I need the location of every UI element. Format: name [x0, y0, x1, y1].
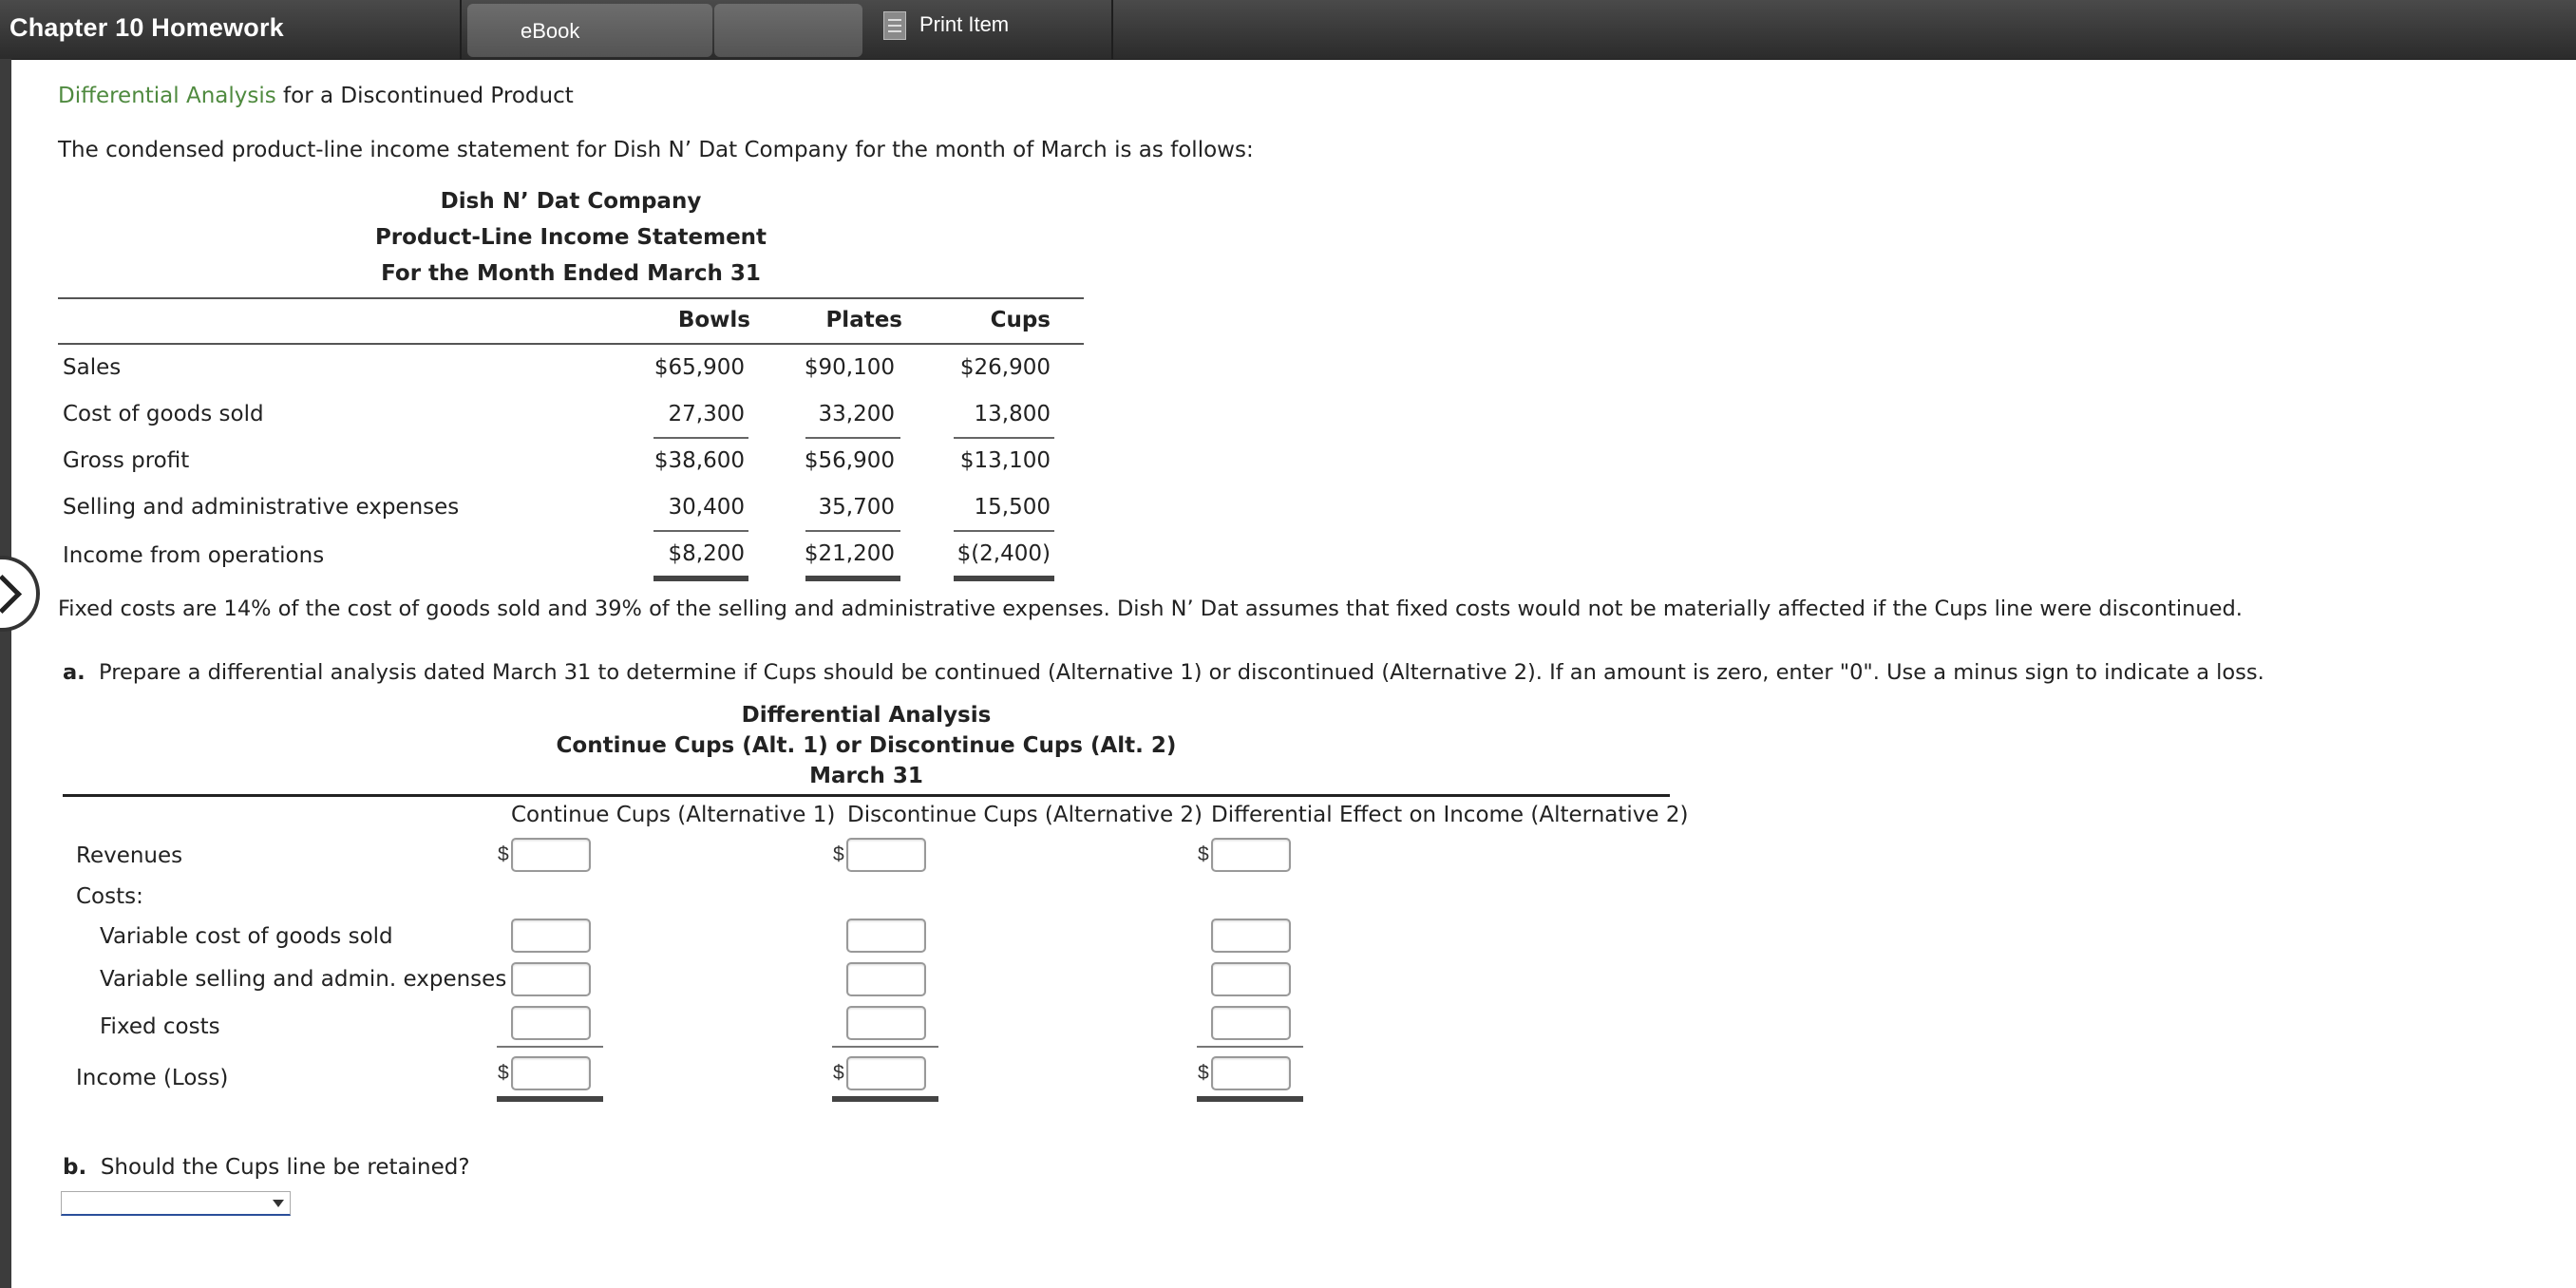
row-label-income-ops: Income from operations: [63, 543, 325, 568]
underline: [1197, 1046, 1303, 1048]
double-underline: [1197, 1096, 1303, 1102]
underline: [653, 530, 748, 532]
intro-text: The condensed product-line income statement for Dish N’ Dat Company for the month of March is as follows:: [58, 138, 1254, 162]
cell: $8,200: [668, 541, 745, 566]
double-underline: [954, 576, 1054, 581]
cell: $56,900: [804, 448, 895, 473]
fixed-costs-alt1-input[interactable]: [511, 1006, 591, 1040]
print-item-button[interactable]: [883, 11, 1009, 40]
rule: [58, 343, 1084, 345]
row-label-fixed: Fixed costs: [100, 1014, 220, 1039]
retain-cups-select[interactable]: [61, 1191, 291, 1216]
revenues-alt1-input[interactable]: [511, 838, 591, 872]
col-header-bowls: Bowls: [677, 308, 750, 332]
var-cogs-alt2-input[interactable]: [846, 919, 926, 953]
cell: $21,200: [804, 541, 895, 566]
dollar-sign: $: [833, 843, 844, 865]
underline: [805, 530, 900, 532]
revenues-diff-input[interactable]: [1211, 838, 1291, 872]
fixed-costs-note: Fixed costs are 14% of the cost of goods sold and 39% of the selling and administrative expenses. Dish N’ Dat assumes that fixed costs would not be materially affected if the Cups line were discontinued.: [58, 597, 2243, 621]
cell: $38,600: [653, 448, 745, 473]
diff-subtitle: Continue Cups (Alt. 1) or Discontinue Cups (Alt. 2): [556, 733, 1177, 758]
underline: [832, 1046, 938, 1048]
col-header-discontinue: Discontinue Cups (Alternative 2): [847, 803, 1203, 827]
dollar-sign: $: [1198, 1062, 1209, 1084]
assignment-title: Chapter 10 Homework: [9, 13, 284, 42]
print-label: Print Item: [919, 11, 1010, 36]
top-bar: [0, 0, 2576, 60]
underline: [497, 1046, 603, 1048]
underline: [653, 437, 748, 439]
var-selling-diff-input[interactable]: [1211, 962, 1291, 996]
blank-tab[interactable]: [714, 4, 862, 57]
row-label-var-cogs: Variable cost of goods sold: [100, 924, 393, 949]
dollar-sign: $: [1198, 843, 1209, 865]
cell: 33,200: [818, 402, 895, 426]
fixed-costs-alt2-input[interactable]: [846, 1006, 926, 1040]
diff-date: March 31: [809, 764, 923, 788]
dollar-sign: $: [498, 1062, 509, 1084]
col-header-cups: Cups: [990, 308, 1051, 332]
col-header-differential: Differential Effect on Income (Alternative 2): [1211, 803, 1689, 827]
double-underline: [805, 576, 900, 581]
row-label-var-selling: Variable selling and admin. expenses: [100, 967, 507, 992]
double-underline: [832, 1096, 938, 1102]
dollar-sign: $: [498, 843, 509, 865]
double-underline: [497, 1096, 603, 1102]
cell: $13,100: [959, 448, 1051, 473]
divider: [1111, 0, 1113, 59]
underline: [954, 437, 1054, 439]
var-cogs-alt1-input[interactable]: [511, 919, 591, 953]
ebook-label: eBook: [521, 19, 580, 43]
underline: [805, 437, 900, 439]
ebook-tab[interactable]: [467, 4, 712, 57]
diff-title: Differential Analysis: [741, 703, 992, 728]
row-label-income: Income (Loss): [76, 1066, 229, 1090]
col-header-plates: Plates: [825, 308, 902, 332]
cell: 13,800: [974, 402, 1051, 426]
dollar-sign: $: [833, 1062, 844, 1084]
row-label-selling-admin: Selling and administrative expenses: [63, 495, 460, 520]
chevron-down-icon: [273, 1200, 284, 1207]
row-label-gross-profit: Gross profit: [63, 448, 190, 473]
cell: $65,900: [653, 355, 745, 380]
income-diff-input[interactable]: [1211, 1056, 1291, 1090]
cell: 35,700: [818, 495, 895, 520]
part-b-question: b. Should the Cups line be retained?: [63, 1155, 470, 1180]
row-label-sales: Sales: [63, 355, 122, 380]
rule: [58, 297, 1084, 299]
var-selling-alt1-input[interactable]: [511, 962, 591, 996]
income-alt2-input[interactable]: [846, 1056, 926, 1090]
cell: $26,900: [959, 355, 1051, 380]
row-label-costs: Costs:: [76, 884, 143, 909]
statement-period: For the Month Ended March 31: [381, 261, 761, 286]
divider: [460, 0, 462, 59]
fixed-costs-diff-input[interactable]: [1211, 1006, 1291, 1040]
expand-panel-icon[interactable]: [0, 556, 40, 632]
row-label-revenues: Revenues: [76, 843, 183, 868]
print-icon: [883, 11, 906, 40]
cell: 15,500: [974, 495, 1051, 520]
problem-heading: Differential Analysis for a Discontinued Product: [58, 84, 574, 108]
underline: [954, 530, 1054, 532]
statement-title: Product-Line Income Statement: [374, 225, 767, 250]
cell: 30,400: [668, 495, 745, 520]
double-underline: [653, 576, 748, 581]
revenues-alt2-input[interactable]: [846, 838, 926, 872]
part-a-instruction: a. Prepare a differential analysis dated March 31 to determine if Cups should be continued (Alternative 1) or discontinued (Alternative 2). If an amount is zero, enter "0". Use a minus sign to indicate a loss.: [63, 660, 2264, 685]
left-margin-bar: [0, 59, 11, 1288]
cell: $(2,400): [957, 541, 1051, 566]
rule: [63, 794, 1670, 797]
income-alt1-input[interactable]: [511, 1056, 591, 1090]
topic-link[interactable]: Differential Analysis: [58, 84, 276, 108]
company-name: Dish N’ Dat Company: [440, 189, 702, 214]
cell: 27,300: [668, 402, 745, 426]
var-cogs-diff-input[interactable]: [1211, 919, 1291, 953]
col-header-continue: Continue Cups (Alternative 1): [511, 803, 836, 827]
row-label-cogs: Cost of goods sold: [63, 402, 264, 426]
var-selling-alt2-input[interactable]: [846, 962, 926, 996]
cell: $90,100: [804, 355, 895, 380]
